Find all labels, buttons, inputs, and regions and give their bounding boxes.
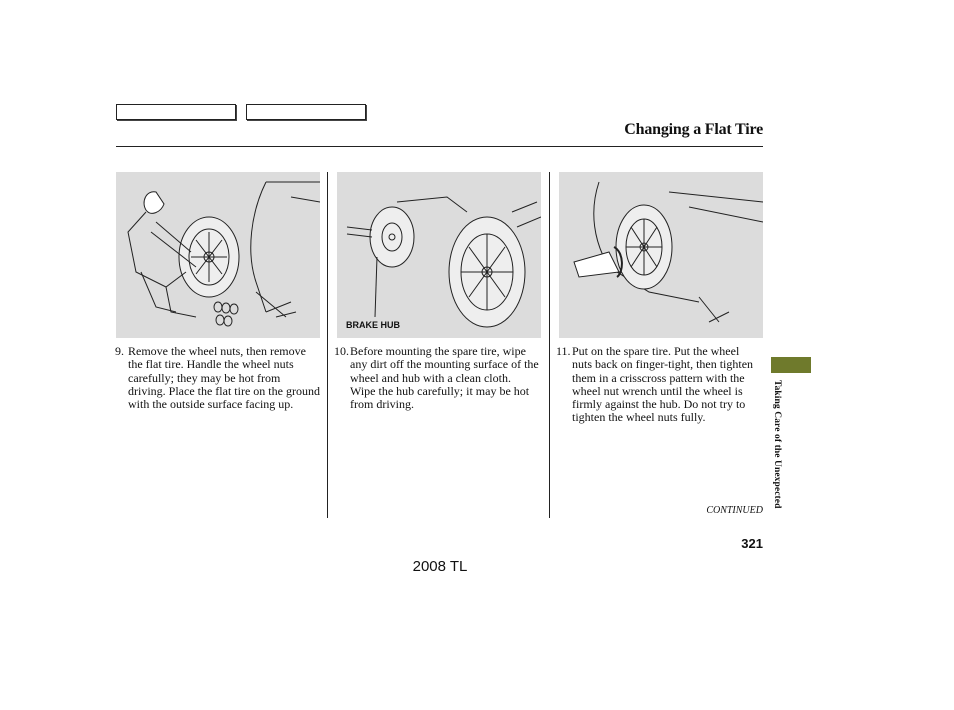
step-10: [334, 345, 539, 411]
step-text: Remove the wheel nuts, then remove the flat tire. Handle the wheel nuts carefully; they may be hot from driving. Place the flat tire on the ground with the outside surface facing up.: [128, 344, 320, 412]
step-number: 10.: [334, 344, 349, 358]
step-11: [556, 345, 761, 425]
page-title: Changing a Flat Tire: [624, 121, 763, 138]
column-divider-2: [549, 172, 550, 518]
step-number: 11.: [556, 344, 571, 358]
section-label: Taking Care of the Unexpected: [772, 380, 782, 509]
nav-button-index[interactable]: [246, 104, 366, 120]
illustration-mount-spare: [559, 172, 763, 338]
page-number: 321: [741, 536, 763, 551]
step-9: [115, 345, 320, 411]
model-footer: 2008 TL: [412, 558, 468, 575]
brake-hub-label: BRAKE HUB: [346, 320, 400, 330]
section-tab[interactable]: [771, 357, 811, 373]
nav-button-main-menu[interactable]: [116, 104, 236, 120]
illustration-clean-hub: [337, 172, 541, 338]
mount-spare-drawing: [559, 172, 763, 338]
remove-tire-drawing: [116, 172, 320, 338]
illustration-remove-tire: [116, 172, 320, 338]
continued-label: CONTINUED: [706, 505, 763, 516]
clean-hub-drawing: [337, 172, 541, 338]
step-number: 9.: [115, 344, 124, 358]
step-text: Put on the spare tire. Put the wheel nuts back on finger-tight, then tighten them in a crisscross pattern with the wheel nut wrench until the wheel is firmly against the hub. Do not try to tighten the wheel nuts fully.: [572, 344, 754, 425]
header-rule: [116, 146, 763, 147]
column-divider-1: [327, 172, 328, 518]
step-text: Before mounting the spare tire, wipe any dirt off the mounting surface of the wheel and hub with a clean cloth. Wipe the hub carefully; it may be hot from driving.: [350, 344, 539, 412]
